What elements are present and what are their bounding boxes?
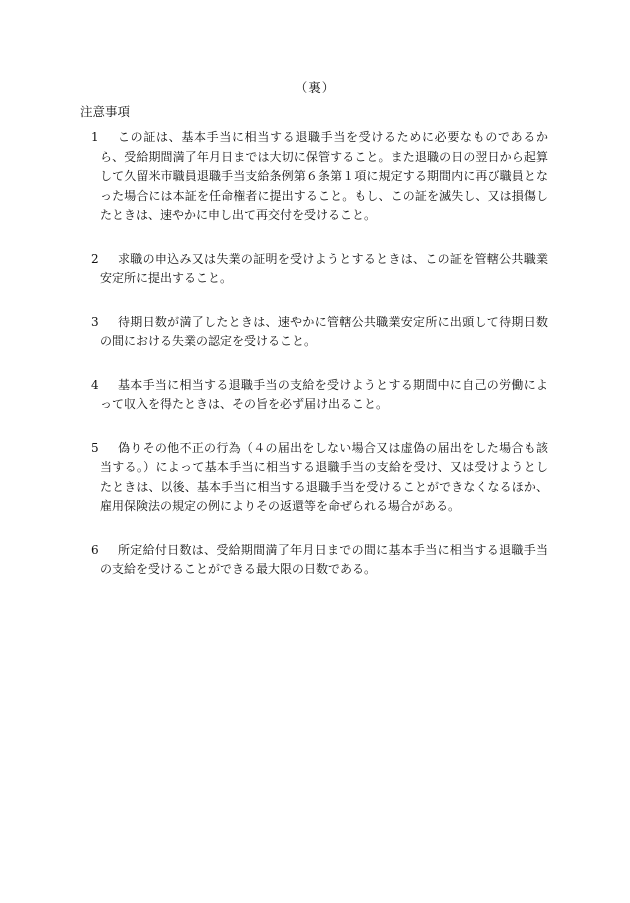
note-number: 6 bbox=[91, 542, 99, 557]
note-item-5 bbox=[80, 439, 548, 517]
notes-title: 注意事項 bbox=[80, 104, 131, 119]
note-item-6 bbox=[80, 541, 548, 580]
note-text: この証は、基本手当に相当する退職手当を受けるために必要なものであるから、受給期間満了年月日までは大切に保管すること。また退職の日の翌日から起算して久留米市職員退職手当支給条例第６条第１項に規定する期間内に再び職員となった場合には本証を任命権者に提出すること。もし、この証を滅失し、又は損傷したときは、速やかに申し出て再交付を受けること。 bbox=[100, 130, 548, 222]
note-number: 1 bbox=[91, 130, 99, 144]
note-number: 5 bbox=[91, 440, 99, 455]
note-list bbox=[80, 128, 548, 604]
note-text: 待期日数が満了したときは、速やかに管轄公共職業安定所に出頭して待期日数の間における失業の認定を受けること。 bbox=[100, 314, 548, 348]
note-item-3 bbox=[80, 313, 548, 352]
note-number: 2 bbox=[91, 251, 99, 266]
note-item-1 bbox=[80, 128, 548, 226]
note-item-4 bbox=[80, 376, 548, 415]
note-text: 偽りその他不正の行為（４の届出をしない場合又は虚偽の届出をした場合も該当する。）によって基本手当に相当する退職手当の支給を受け、又は受けようとしたときは、以後、基本手当に相当する退職手当を受けることができなくなるほか、雇用保険法の規定の例によりその返還等を命ぜられる場合がある。 bbox=[100, 440, 548, 513]
note-text: 基本手当に相当する退職手当の支給を受けようとする期間中に自己の労働によって収入を得たときは、その旨を必ず届け出ること。 bbox=[100, 377, 548, 411]
page-heading: （裏） bbox=[294, 80, 336, 95]
note-number: 3 bbox=[91, 314, 99, 329]
note-number: 4 bbox=[91, 377, 99, 392]
note-item-2 bbox=[80, 250, 548, 289]
note-text: 求職の申込み又は失業の証明を受けようとするときは、この証を管轄公共職業安定所に提出すること。 bbox=[100, 251, 548, 285]
note-text: 所定給付日数は、受給期間満了年月日までの間に基本手当に相当する退職手当の支給を受けることができる最大限の日数である。 bbox=[100, 542, 548, 576]
